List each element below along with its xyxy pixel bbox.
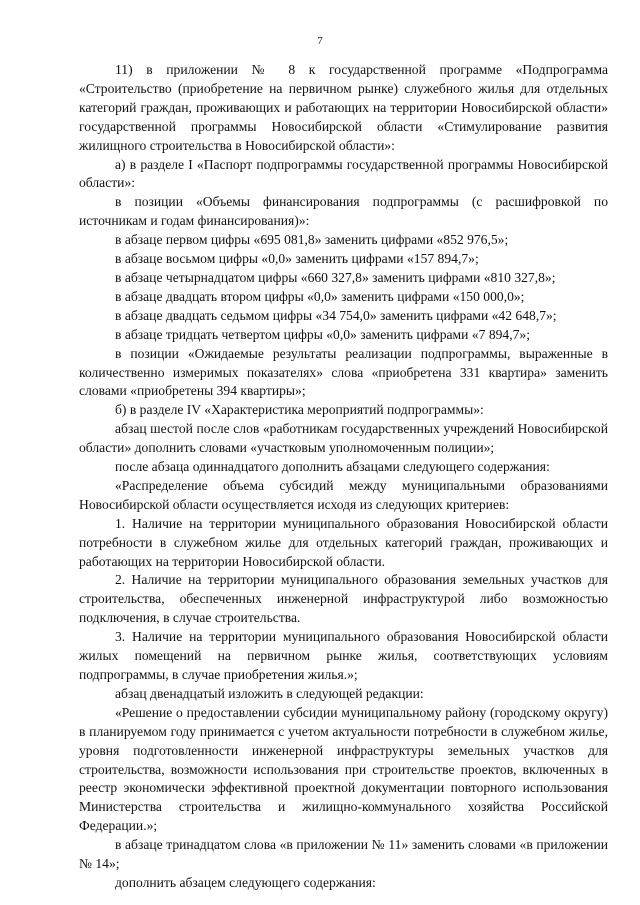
paragraph: в абзаце первом цифры «695 081,8» заменить цифрами «852 976,5»;: [115, 232, 509, 248]
paragraph: б) в разделе IV «Характеристика мероприятий подпрограммы»:: [115, 402, 484, 418]
paragraph: 3. Наличие на территории муниципального образования Новосибирской области жилых помещений на первичном рынке жилья, соответствующих условиям подпрограммы, в случае приобретения жилья.»;: [79, 629, 608, 682]
paragraph: в абзаце тринадцатом слова «в приложении № 11» заменить словами «в приложении № 14»;: [79, 837, 608, 872]
paragraph: дополнить абзацем следующего содержания:: [115, 874, 376, 890]
paragraph: в позиции «Ожидаемые результаты реализации подпрограммы, выраженные в количественно измеримых показателях» слова «приобретена 331 квартира» заменить словами «приобретены 394 квартиры»;: [79, 345, 608, 399]
paragraph: после абзаца одиннадцатого дополнить абзацами следующего содержания:: [115, 459, 550, 475]
paragraph: в позиции «Объемы финансирования подпрограммы (с расшифровкой по источникам и годам финансирования)»:: [79, 194, 608, 229]
paragraph: в абзаце тридцать четвертом цифры «0,0» заменить цифрами «7 894,7»;: [115, 326, 530, 342]
paragraph: 11) в приложении № 8 к государственной программе «Подпрограмма «Строительство (приобретение на первичном рынке) служебного жилья для отдельных категорий граждан, проживающих и работающих на территории Новосибирской области» государственной программы Новосибирской области «Стимулирование развития жилищного строительства в Новосибирской области»:: [79, 62, 608, 153]
document-body: [79, 61, 608, 893]
paragraph: «Решение о предоставлении субсидии муниципальному району (городскому округу) в планируемом году принимается с учетом актуальности потребности в служебном жилье, уровня подготовленности инженерной инфраструктуры земельных участков для строительства, возможности использования при строительстве проектов, включенных в реестр экономически эффективной проектной документации повторного использования Министерства строительства и жилищно-коммунального хозяйства Российской Федерации.»;: [79, 704, 608, 834]
paragraph: в абзаце восьмом цифры «0,0» заменить цифрами «157 894,7»;: [115, 251, 479, 267]
paragraph: 1. Наличие на территории муниципального образования Новосибирской области потребности в служебном жилье для отдельных категорий граждан, проживающих и работающих на территории Новосибирской области.: [79, 515, 608, 569]
paragraph: в абзаце двадцать втором цифры «0,0» заменить цифрами «150 000,0»;: [115, 288, 525, 304]
paragraph: в абзаце четырнадцатом цифры «660 327,8» заменить цифрами «810 327,8»;: [115, 269, 556, 285]
paragraph: абзац двенадцатый изложить в следующей редакции:: [115, 685, 424, 701]
page-number: 7: [317, 35, 323, 47]
paragraph: «Распределение объема субсидий между муниципальными образованиями Новосибирской области осуществляется исходя из следующих критериев:: [79, 477, 608, 512]
paragraph: в абзаце двадцать седьмом цифры «34 754,0» заменить цифрами «42 648,7»;: [115, 307, 557, 323]
paragraph: 2. Наличие на территории муниципального образования земельных участков для строительства, обеспеченных инженерной инфраструктурой либо возможностью подключения, в случае строительства.: [79, 572, 608, 626]
paragraph: а) в разделе I «Паспорт подпрограммы государственной программы Новосибирской области»:: [79, 156, 608, 191]
paragraph: абзац шестой после слов «работникам государственных учреждений Новосибирской области» дополнить словами «участковым уполномоченным полиции»;: [79, 421, 608, 456]
